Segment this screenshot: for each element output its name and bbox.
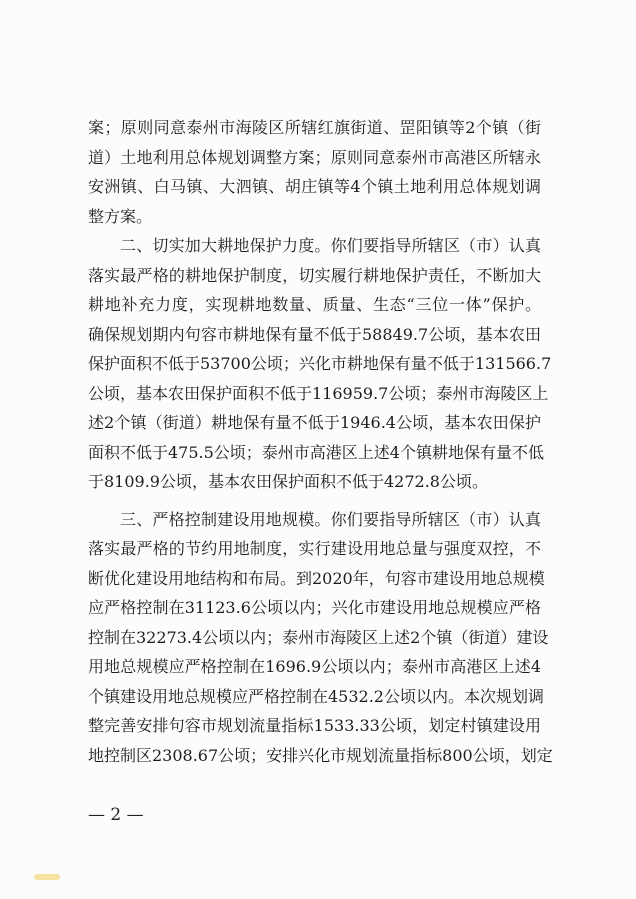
text-line: 用地总规模应严格控制在1696.9公顷以内；泰州市高港区上述4 bbox=[88, 657, 541, 676]
section-heading-line: 三、严格控制建设用地规模。你们要指导所辖区（市）认真 bbox=[120, 509, 541, 529]
text-line: 控制在32273.4公顷以内；泰州市海陵区上述2个镇（街道）建设 bbox=[88, 627, 549, 647]
text-line: 道）土地利用总体规划调整方案；原则同意泰州市高港区所辖永 bbox=[88, 147, 541, 167]
text-line: 安洲镇、白马镇、大泗镇、胡庄镇等4个镇土地利用总体规划调 bbox=[88, 177, 541, 196]
text-line: 于8109.9公顷，基本农田保护面积不低于4272.8公顷。 bbox=[88, 472, 488, 491]
text-line: 断优化建设用地结构和布局。到2020年，句容市建设用地总规模 bbox=[88, 568, 545, 588]
text-line: 落实最严格的节约用地制度，实行建设用地总量与强度双控，不 bbox=[88, 539, 541, 558]
text-line: 述2个镇（街道）耕地保有量不低于1946.4公顷，基本农田保护 bbox=[88, 413, 541, 432]
scan-smudge bbox=[34, 874, 60, 880]
page-number: — 2 — bbox=[88, 805, 144, 825]
text-line: 整方案。 bbox=[88, 206, 153, 226]
text-line: 公顷，基本农田保护面积不低于116959.7公顷；泰州市海陵区上 bbox=[88, 383, 549, 403]
paragraph-farmland-protection bbox=[88, 231, 552, 497]
text-line: 确保规划期内句容市耕地保有量不低于58849.7公顷，基本农田 bbox=[88, 324, 541, 344]
text-line: 案；原则同意泰州市海陵区所辖红旗街道、罡阳镇等2个镇（街 bbox=[88, 118, 541, 137]
text-line: 耕地补充力度，实现耕地数量、质量、生态“三位一体”保护。 bbox=[88, 295, 541, 314]
text-line: 应严格控制在31123.6公顷以内；兴化市建设用地总规模应严格 bbox=[88, 598, 541, 617]
paragraph-construction-land-control bbox=[88, 505, 553, 771]
text-line: 保护面积不低于53700公顷；兴化市耕地保有量不低于131566.7 bbox=[88, 354, 552, 373]
section-heading-line: 二、切实加大耕地保护力度。你们要指导所辖区（市）认真 bbox=[120, 236, 541, 255]
text-line: 面积不低于475.5公顷；泰州市高港区上述4个镇耕地保有量不低 bbox=[88, 442, 544, 462]
text-line: 落实最严格的耕地保护制度，切实履行耕地保护责任，不断加大 bbox=[88, 265, 541, 285]
paragraph-approval-continuation bbox=[88, 113, 541, 231]
text-line: 地控制区2308.67公顷；安排兴化市规划流量指标800公顷，划定 bbox=[88, 745, 553, 765]
document-body bbox=[88, 113, 553, 770]
text-line: 整完善安排句容市规划流量指标1533.33公顷，划定村镇建设用 bbox=[88, 716, 541, 735]
text-line: 个镇建设用地总规模应严格控制在4532.2公顷以内。本次规划调 bbox=[88, 686, 544, 706]
